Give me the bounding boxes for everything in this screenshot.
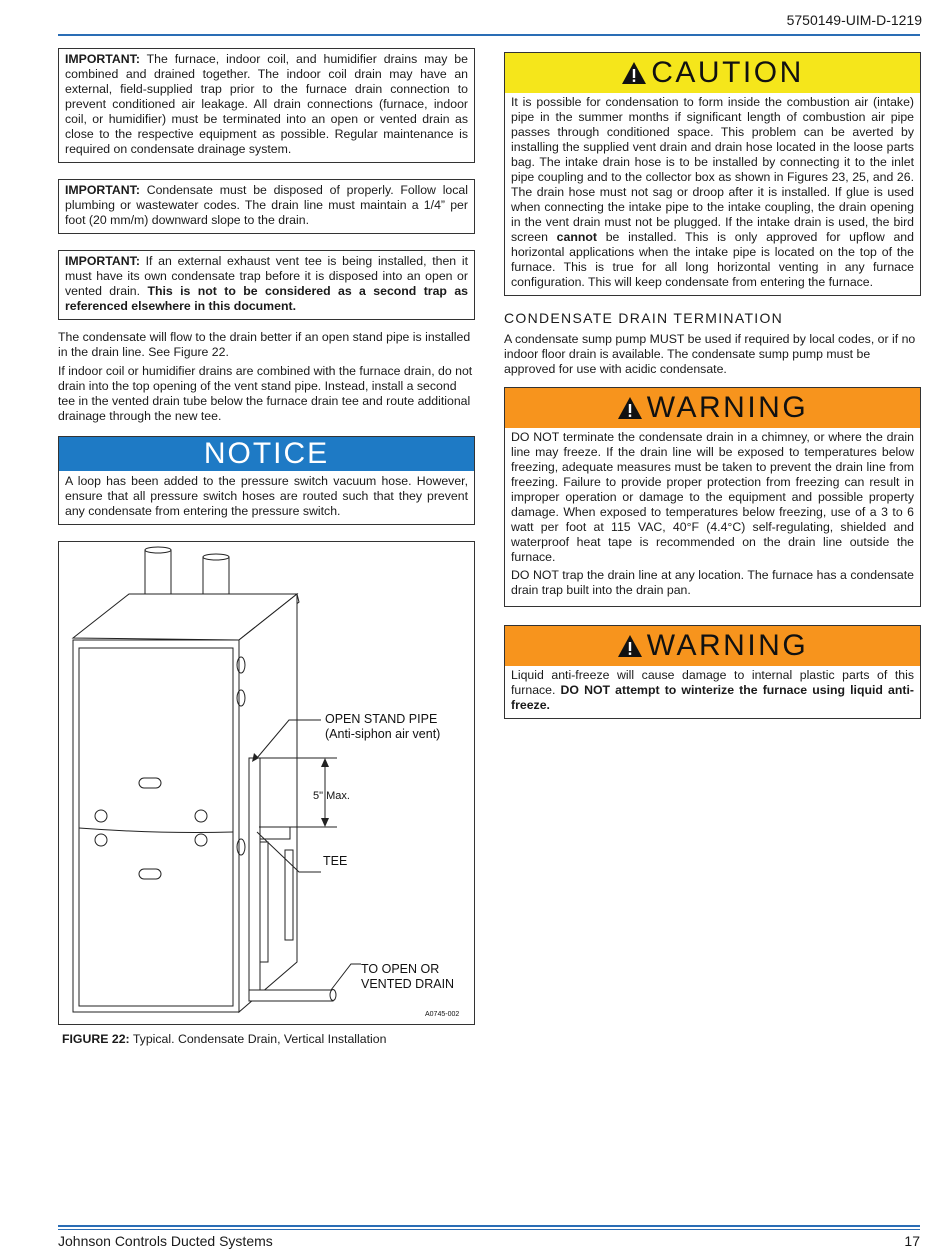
caution-bold: cannot: [556, 230, 597, 244]
warning-title: WARNING: [646, 629, 809, 662]
right-column: [504, 52, 921, 737]
warning-triangle-icon: [617, 396, 643, 420]
figure-caption-label: FIGURE 22:: [62, 1032, 130, 1046]
page-number: 17: [904, 1233, 920, 1249]
label-to-open: TO OPEN OR: [361, 962, 440, 976]
important-label: IMPORTANT:: [65, 183, 140, 197]
warning-header: [505, 626, 920, 666]
tee-fitting: [260, 827, 290, 839]
document-id: 5750149-UIM-D-1219: [786, 12, 922, 28]
footer-company: Johnson Controls Ducted Systems: [58, 1233, 273, 1249]
section-heading: CONDENSATE DRAIN TERMINATION: [504, 310, 784, 326]
warning-body: [505, 428, 920, 606]
notice-title: NOTICE: [59, 437, 474, 471]
important-text: The furnace, indoor coil, and humidifier drains may be combined and drained together. The indoor coil drain may have an external, field-supplied trap prior to the furnace drain connection to prevent conditioned air leakage. All drain connections (furnace, indoor coil, or humidifier) must be terminated into an open or vented drain as close to the respective equipment as possible. Regular maintenance is required on condensate drainage system.: [65, 52, 468, 156]
furnace-front: [73, 640, 239, 1012]
warning-box-antifreeze: [504, 625, 921, 719]
paragraph-indoor-coil: If indoor coil or humidifier drains are combined with the furnace drain, do not drain into the top opening of the vent stand pipe. Instead, install a second tee in the vented drain tube below the furnace drain tee and route additional drainage through the new tee.: [58, 364, 473, 423]
caution-title: CAUTION: [651, 56, 804, 89]
warning-paragraph-1: DO NOT terminate the condensate drain in a chimney, or where the drain line may freeze. If the drain line will be exposed to temperatures below freezing, adequate measures must be taken to prevent the drain line from freezing. Failure to provide proper protection from freezing can result in improper operation or damage to the equipment and possible property damage. When exposed to temperatures below freezing, use of a 3 to 6 watt per foot at 115 VAC, 40°F (4.4°C) self-regulating, shielded and waterproof heat tape is recommended on the drain line outside the furnace.: [511, 430, 914, 564]
warning-paragraph-2: DO NOT trap the drain line at any location. The furnace has a condensate drain trap built into the drain pan.: [511, 568, 914, 597]
important-text: Condensate must be disposed of properly. Follow local plumbing or wastewater codes. The drain line must maintain a 1/4” per foot (20 mm/m) downward slope to the drain.: [65, 183, 468, 227]
stand-pipe: [249, 758, 260, 998]
label-5-max: 5" Max.: [313, 790, 350, 802]
warning-header: [505, 388, 920, 428]
footer-rule-thin: [58, 1229, 920, 1230]
caution-header: [505, 53, 920, 93]
warning-text-part: Liquid anti-freeze will cause damage to internal plastic parts of this furnace.: [511, 668, 914, 697]
section-text: A condensate sump pump MUST be used if required by local codes, or if no indoor floor drain is available. The condensate sump pump must be approved for use with acidic condensate.: [504, 332, 916, 376]
important-bold-text: This is not to be considered as a second trap as referenced elsewhere in this document.: [65, 284, 468, 313]
caution-text-part1: It is possible for condensation to form inside the combustion air (intake) pipe in the summer months if significant length of combustion air pipe passes through conditioned space. This problem can be averted by installing the supplied vent drain and drain hose located in the loose parts bag. The intake drain hose is to be installed by connecting it to the inlet pipe coupling and to the collector box as shown in Figures 23, 25, and 26. The drain hose must not sag or droop after it is installed. If glue is used when connecting the intake pipe to the intake coupling, the drain opening in the vent drain must not be plugged. If the intake drain is used, the bird screen: [511, 95, 914, 244]
warning-bold: DO NOT attempt to winterize the furnace using liquid anti-freeze.: [511, 683, 914, 712]
important-box-drains: [58, 48, 475, 163]
caution-text: [505, 93, 920, 295]
notice-text: A loop has been added to the pressure switch vacuum hose. However, ensure that all pressure switch hoses are routed such that they prevent any condensate from entering the pressure switch.: [65, 474, 468, 518]
label-anti-siphon: (Anti-siphon air vent): [325, 727, 441, 741]
paragraph-stand-pipe: The condensate will flow to the drain better if an open stand pipe is installed in the drain line. See Figure 22.: [58, 330, 471, 359]
important-box-vent-tee: [58, 250, 475, 320]
important-text: If an external exhaust vent tee is being installed, then it must have its own condensate trap before it is disposed into an open or vented drain.: [65, 254, 468, 298]
figure-22: [58, 541, 475, 1025]
caution-box: [504, 52, 921, 296]
warning-box-freeze: [504, 387, 921, 607]
important-box-disposal: [58, 179, 475, 234]
figure-caption: [62, 1032, 386, 1046]
caution-text-part2: be installed. This is only approved for upflow and horizontal applications when the intake pipe is located on the top of the furnace. This is true for all long horizontal venting in any furnace configuration. This will keep condensate from entering the furnace.: [511, 230, 914, 289]
furnace-drain-diagram: [59, 542, 474, 1024]
warning-text: [505, 666, 920, 718]
label-open-stand-pipe: OPEN STAND PIPE: [325, 712, 438, 726]
left-column: [58, 48, 475, 1046]
drain-pipe: [249, 990, 333, 1001]
notice-box: [58, 436, 475, 525]
important-label: IMPORTANT:: [65, 52, 140, 66]
figure-caption-text: Typical. Condensate Drain, Vertical Installation: [129, 1032, 387, 1046]
warning-triangle-icon: [617, 634, 643, 658]
important-label: IMPORTANT:: [65, 254, 140, 268]
warning-triangle-icon: [621, 61, 647, 85]
label-vented-drain: VENTED DRAIN: [361, 977, 455, 991]
warning-title: WARNING: [646, 391, 809, 424]
figure-code: A0745-002: [425, 1011, 460, 1018]
footer-rule: [58, 1225, 920, 1227]
header-rule: [58, 34, 920, 36]
label-tee: TEE: [323, 854, 348, 868]
